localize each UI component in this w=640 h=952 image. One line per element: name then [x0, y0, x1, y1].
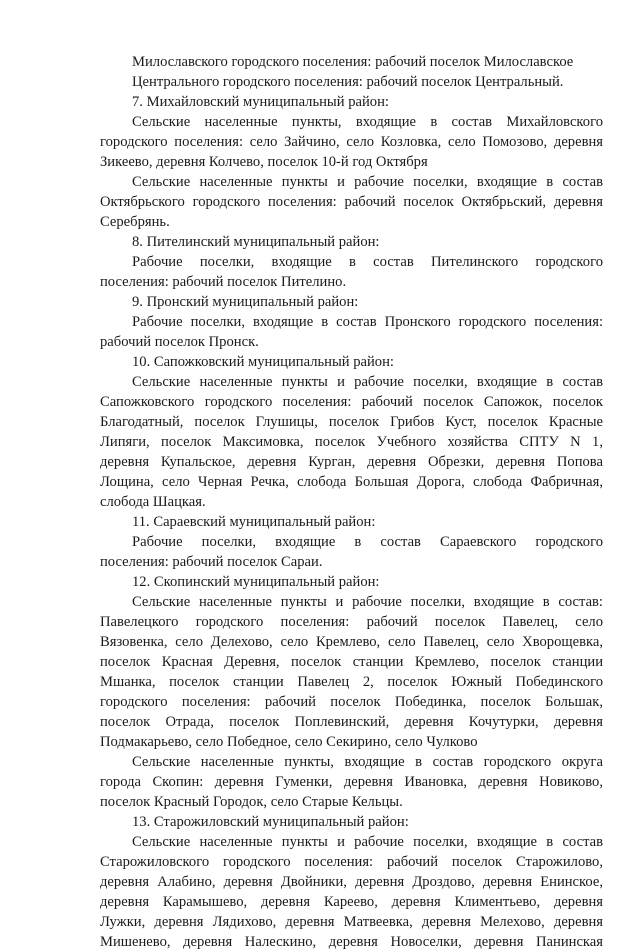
text-line: Лужки, деревня Лядихово, деревня Матвеевка, деревня Мелехово, деревня	[100, 914, 603, 930]
text-line: поселения: рабочий поселок Сараи.	[100, 554, 323, 570]
text-line: 10. Сапожковский муниципальный район:	[132, 354, 394, 370]
text-line: 11. Сараевский муниципальный район:	[132, 514, 376, 530]
text-line: деревня Купальское, деревня Курган, деревня Обрезки, деревня Попова	[100, 454, 603, 470]
text-line: поселок Отрада, поселок Поплевинский, деревня Кочутурки, деревня	[100, 714, 603, 730]
text-line: деревня Карамышево, деревня Кареево, деревня Климентьево, деревня	[100, 894, 603, 910]
document-body	[100, 52, 603, 952]
text-line: поселок Красная Деревня, поселок станции Кремлево, поселок станции	[100, 654, 603, 670]
text-line: Зикеево, деревня Колчево, поселок 10-й год Октября	[100, 154, 428, 170]
text-line: Рабочие поселки, входящие в состав Сараевского городского	[132, 534, 603, 550]
text-line: 7. Михайловский муниципальный район:	[132, 94, 389, 110]
text-line: поселения: рабочий поселок Пителино.	[100, 274, 347, 290]
text-line: Вязовенка, село Делехово, село Кремлево, село Павелец, село Хворощевка,	[100, 634, 603, 650]
text-line: деревня Алабино, деревня Двойники, деревня Дроздово, деревня Енинское,	[100, 874, 603, 890]
text-line: Сельские населенные пункты и рабочие поселки, входящие в состав	[132, 174, 603, 190]
text-line: Павелецкого городского поселения: рабочий поселок Павелец, село	[100, 614, 603, 630]
text-line: 9. Пронский муниципальный район:	[132, 294, 359, 310]
text-line: городского поселения: село Зайчино, село Козловка, село Помозово, деревня	[100, 134, 603, 150]
text-line: Липяги, поселок Максимовка, поселок Учебного хозяйства СПТУ N 1,	[100, 434, 603, 450]
text-line: слобода Шацкая.	[100, 494, 206, 510]
text-line: Благодатный, поселок Глушицы, поселок Грибов Куст, поселок Красные	[100, 414, 603, 430]
text-line: 8. Пителинский муниципальный район:	[132, 234, 380, 250]
text-line: Сельские населенные пункты и рабочие поселки, входящие в состав:	[132, 594, 603, 610]
text-line: Сельские населенные пункты и рабочие поселки, входящие в состав	[132, 374, 603, 390]
text-line: Сельские населенные пункты, входящие в состав Михайловского	[132, 114, 603, 130]
text-line: Сельские населенные пункты, входящие в состав городского округа	[132, 754, 603, 770]
text-line: поселок Красный Городок, село Старые Кельцы.	[100, 794, 403, 810]
text-line: 13. Старожиловский муниципальный район:	[132, 814, 409, 830]
text-line: Сапожковского городского поселения: рабочий поселок Сапожок, поселок	[100, 394, 603, 410]
text-line: Рабочие поселки, входящие в состав Пронского городского поселения:	[132, 314, 603, 330]
text-line: Подмакарьево, село Победное, село Секирино, село Чулково	[100, 734, 478, 750]
text-line: Милославского городского поселения: рабочий поселок Милославское	[132, 54, 574, 70]
text-line: Октябрьского городского поселения: рабочий поселок Октябрьский, деревня	[100, 194, 603, 210]
text-line: Центрального городского поселения: рабочий поселок Центральный.	[132, 74, 564, 90]
text-line: 12. Скопинский муниципальный район:	[132, 574, 380, 590]
text-line: Мишенево, деревня Налескино, деревня Новоселки, деревня Панинская	[100, 934, 603, 950]
text-line: Мшанка, поселок станции Павелец 2, поселок Южный Побединского	[100, 674, 603, 690]
text-line: Сельские населенные пункты и рабочие поселки, входящие в состав	[132, 834, 603, 850]
text-line: городского поселения: рабочий поселок Побединка, поселок Большак,	[100, 694, 603, 710]
text-line: Серебрянь.	[100, 214, 170, 230]
text-line: города Скопин: деревня Гуменки, деревня Ивановка, деревня Новиково,	[100, 774, 603, 790]
text-line: Лощина, село Черная Речка, слобода Большая Дорога, слобода Фабричная,	[100, 474, 603, 490]
text-line: Старожиловского городского поселения: рабочий поселок Старожилово,	[100, 854, 603, 870]
text-line: рабочий поселок Пронск.	[100, 334, 259, 350]
text-line: Рабочие поселки, входящие в состав Пителинского городского	[132, 254, 603, 270]
